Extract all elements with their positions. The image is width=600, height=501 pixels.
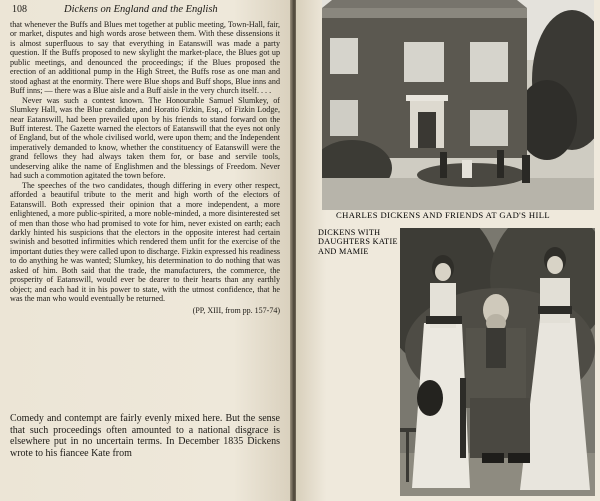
page-number: 108 (12, 4, 27, 15)
paragraph: Comedy and contempt are fairly evenly mixed here. But the sense that such proceedings often amounted to a national disgrace is elsewhere put in no uncertain terms. In December 1835 Dickens wrote to his fiancee Kate from (10, 413, 280, 459)
gads-hill-photo (322, 0, 594, 210)
paragraph: The speeches of the two candidates, though differing in every other respect, afforded a beautiful tribute to the merit and high worth of the electors of Eatanswill. Both expressed their opinion that a more independent, a more enlightened, a more public-spirited, a more noble-minded, a more disinterested set of men than those who had promised to vote for him, never existed on earth; each darkly hinted his suspicions that the electors in the opposite interest had certain swinish and besotted infirmities which rendered them unfit for the exercise of the important duties they were called upon to discharge. Fizkin expressed his readiness to do anything he was wanted; Slumkey, his determination to do nothing that was asked of him. Both said that the trade, the manufacturers, the commerce, the prosperity of Eatanswill, would ever be dearer to their hearts than any earthly object; and each had it in his power to state, with the utmost confidence, that he was the man who would eventually be returned. (10, 180, 280, 304)
paragraph: that whenever the Buffs and Blues met together at public meeting, Town-Hall, fair, or market, disputes and high words arose between them. With these dissensions it is almost superfluous to say that everything in Eatanswill was made a party question. If the Buffs proposed to new skylight the market-place, the Blues got up public meetings, and denounced the proceedings; if the Blues proposed the erection of an additional pump in the High Street, the Buffs rose as one man and stood aghast at the enormity. There were Blue shops and Buff shops, Blue inns and Buff inns; — there was a Blue aisle and a Buff aisle in the very church itself. . . . (10, 20, 280, 96)
photo-caption-top: CHARLES DICKENS AND FRIENDS AT GAD'S HILL (336, 210, 551, 220)
running-head: Dickens on England and the English (64, 4, 218, 15)
dickens-daughters-photo (400, 228, 595, 496)
photo-caption-side: DICKENS WITH DAUGHTERS KATIE AND MAMIE (318, 228, 398, 256)
citation: (PP, XIII, from pp. 157-74) (192, 305, 280, 315)
paragraph: Never was such a contest known. The Honourable Samuel Slumkey, of Slumkey Hall, was the Blue candidate, and Horatio Fizkin, Esq., of Fizkin Lodge, near Eatanswill, had been prevailed upon by his friends to stand forward on the Buff interest. The Gazette warned the electors of Eatanswill that the eyes not only of England, but of the whole civilised world, were upon them; and the Independent imperatively demanded to know, whether the constituency of Eatanswill were the grand fellows they had always taken them for, or base and servile tools, undeserving alike the name of Englishmen and the blessings of Freedom. Never had such a commotion agitated the town before. (10, 95, 280, 181)
commentary (10, 413, 280, 459)
left-page (0, 0, 292, 501)
quoted-extract (10, 20, 280, 315)
page-header (12, 4, 280, 18)
